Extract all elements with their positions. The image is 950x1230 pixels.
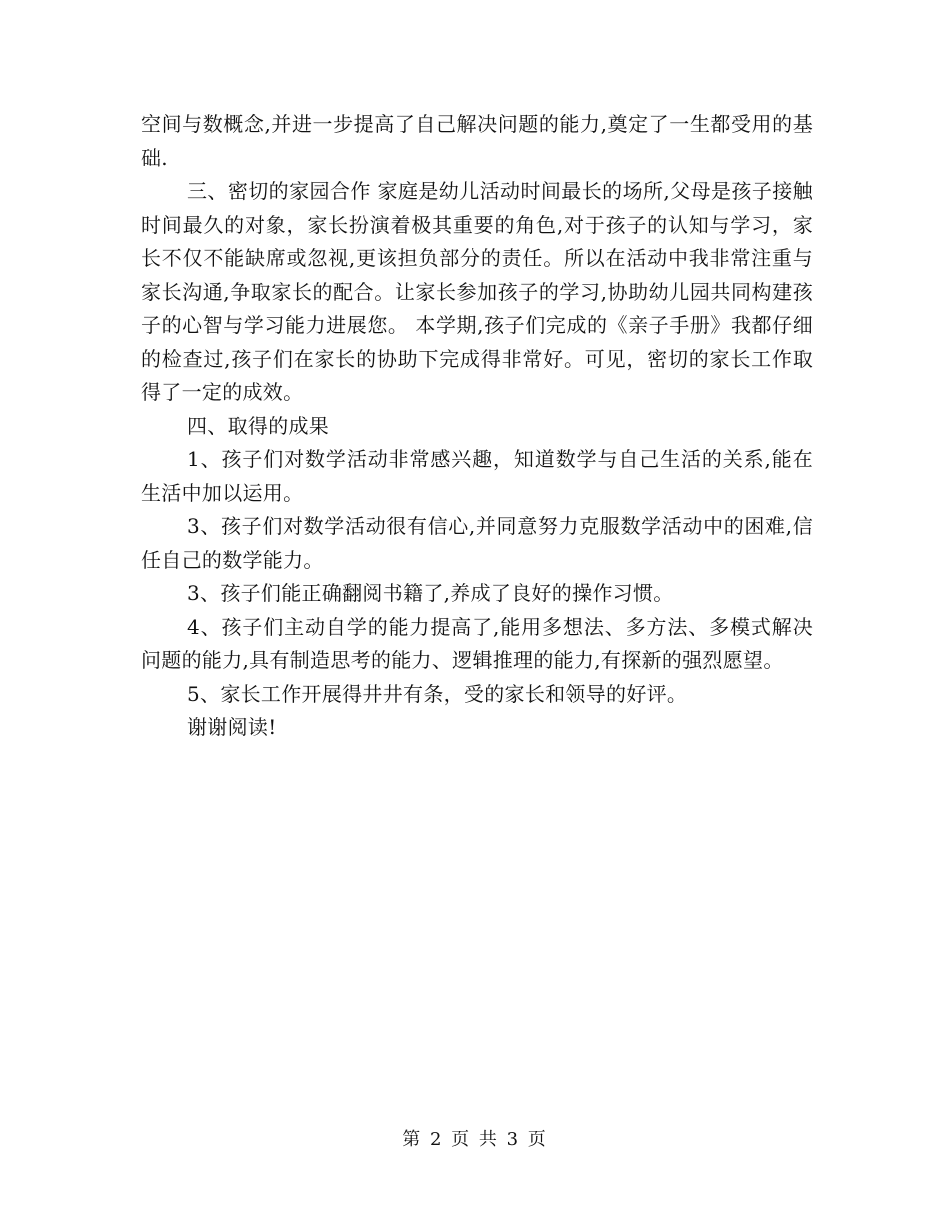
section-heading-results: 四、取得的成果 <box>187 413 330 438</box>
page-number-footer: 第 2 页 共 3 页 <box>402 1129 548 1150</box>
document-body <box>141 108 813 745</box>
result-item-3: 3、孩子们能正确翻阅书籍了,养成了良好的操作习惯。 <box>187 581 674 605</box>
result-item-2: 3、孩子们对数学活动很有信心,并同意努力克服数学活动中的困难,信任自己的数学能力。 <box>141 514 813 572</box>
paragraph-home-school-cooperation: 三、密切的家园合作 家庭是幼儿活动时间最长的场所,父母是孩子接触时间最久的对象，家长扮演着极其重要的角色,对于孩子的认知与学习，家长不仅不能缺席或忽视,更该担负部分的责任。所以在活动中我非常注重与家长沟通,争取家长的配合。让家长参加孩子的学习,协助幼儿园共同构建孩子的心智与学习能力进展您。 本学期,孩子们完成的《亲子手册》我都仔细的检查过,孩子们在家长的协助下完成得非常好。可见，密切的家长工作取得了一定的成效。 <box>141 179 813 404</box>
result-item-1: 1、孩子们对数学活动非常感兴趣，知道数学与自己生活的关系,能在生活中加以运用。 <box>141 447 813 505</box>
closing-thanks: 谢谢阅读! <box>187 715 277 739</box>
result-item-4: 4、孩子们主动自学的能力提高了,能用多想法、多方法、多模式解决问题的能力,具有制造思考的能力、逻辑推理的能力,有探新的强烈愿望。 <box>141 614 813 672</box>
result-item-5: 5、家长工作开展得井井有条，受的家长和领导的好评。 <box>187 681 688 706</box>
paragraph-continuation: 空间与数概念,并进一步提高了自己解决问题的能力,奠定了一生都受用的基础. <box>141 112 813 170</box>
